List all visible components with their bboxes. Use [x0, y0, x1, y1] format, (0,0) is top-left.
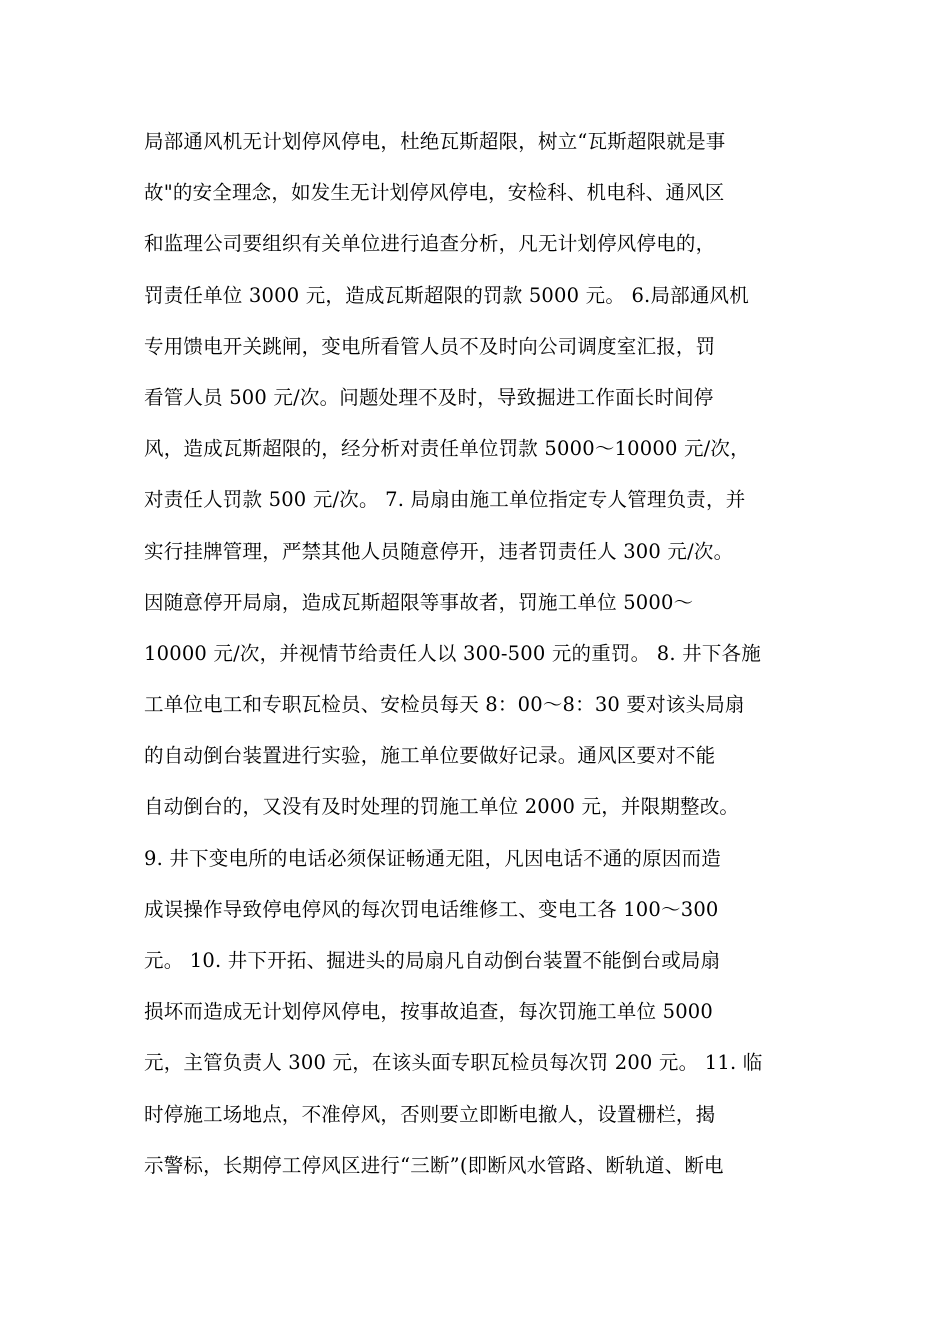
text-line: 10000 元/次，并视情节给责任人以 300-500 元的重罚。 8. 井下各施 — [144, 641, 761, 665]
text-line: 专用馈电开关跳闸，变电所看管人员不及时向公司调度室汇报，罚 — [144, 334, 716, 358]
text-line: 损坏而造成无计划停风停电，按事故追查，每次罚施工单位 5000 — [144, 1000, 714, 1024]
text-line: 时停施工场地点，不准停风，否则要立即断电撤人，设置栅栏，揭 — [144, 1102, 716, 1126]
text-line: 自动倒台的，又没有及时处理的罚施工单位 2000 元，并限期整改。 — [144, 795, 740, 819]
text-line: 和监理公司要组织有关单位进行追查分析，凡无计划停风停电的， — [144, 232, 716, 256]
text-line: 元，主管负责人 300 元，在该头面专职瓦检员每次罚 200 元。 11. 临 — [144, 1051, 763, 1075]
text-line: 看管人员 500 元/次。问题处理不及时，导致掘进工作面长时间停 — [144, 385, 714, 409]
text-line: 局部通风机无计划停风停电，杜绝瓦斯超限，树立“瓦斯超限就是事 — [144, 130, 726, 153]
text-line: 成误操作导致停电停风的每次罚电话维修工、变电工各 100～300 — [144, 897, 719, 921]
text-line: 元。 10. 井下开拓、掘进头的局扇凡自动倒台装置不能倒台或局扇 — [144, 949, 721, 972]
text-line: 示警标，长期停工停风区进行“三断”(即断风水管路、断轨道、断电 — [144, 1153, 724, 1177]
text-line: 罚责任单位 3000 元，造成瓦斯超限的罚款 5000 元。 6.局部通风机 — [144, 283, 749, 307]
body-text — [144, 116, 814, 1191]
text-line: 风，造成瓦斯超限的，经分析对责任单位罚款 5000～10000 元/次， — [144, 437, 750, 461]
text-line: 因随意停开局扇，造成瓦斯超限等事故者，罚施工单位 5000～ — [144, 590, 694, 614]
text-line: 工单位电工和专职瓦检员、安检员每天 8：00～8：30 要对该头局扇 — [144, 693, 745, 717]
text-line: 故"的安全理念，如发生无计划停风停电，安检科、机电科、通风区 — [144, 181, 725, 205]
text-line: 的自动倒台装置进行实验，施工单位要做好记录。通风区要对不能 — [144, 744, 716, 768]
text-line: 实行挂牌管理，严禁其他人员随意停开，违者罚责任人 300 元/次。 — [144, 539, 734, 563]
text-line: 对责任人罚款 500 元/次。 7. 局扇由施工单位指定专人管理负责，并 — [144, 488, 746, 512]
text-line: 9. 井下变电所的电话必须保证畅通无阻，凡因电话不通的原因而造 — [144, 846, 722, 870]
